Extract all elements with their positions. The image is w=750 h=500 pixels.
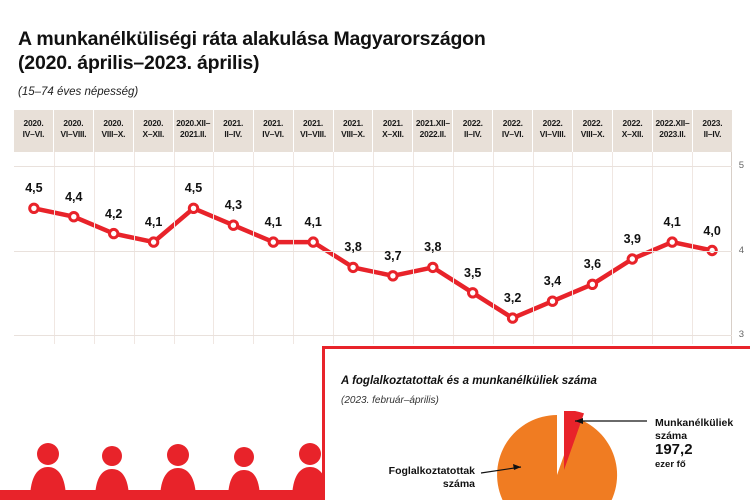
data-point <box>149 238 157 246</box>
period-label <box>94 110 134 152</box>
period-label-line1: 2022.XII– <box>655 118 690 128</box>
callout-unemployed-line1: Munkanélküliek <box>655 417 734 429</box>
data-point <box>349 263 357 271</box>
period-label-line1: 2022. <box>622 118 643 128</box>
grid-vline <box>413 152 414 344</box>
period-label-line1: 2020. <box>63 118 84 128</box>
data-point-label: 4,3 <box>224 198 243 213</box>
period-label-line1: 2022. <box>542 118 563 128</box>
period-label-line2: 2021.II. <box>180 129 207 139</box>
grid-vline <box>652 152 653 344</box>
data-point-label: 4,1 <box>144 215 163 230</box>
grid-hline <box>14 166 732 167</box>
data-point-label: 3,9 <box>623 231 641 246</box>
period-label <box>413 110 453 152</box>
grid-vline <box>333 152 334 344</box>
data-point-label: 4,1 <box>663 215 681 230</box>
unemployed-unit: ezer fő <box>655 459 686 470</box>
data-point <box>269 238 277 246</box>
period-label-line2: VIII–X. <box>341 129 365 139</box>
unemployed-value: 197,2 <box>655 441 693 458</box>
grid-vline <box>213 152 214 344</box>
data-point <box>189 204 197 212</box>
data-point <box>588 280 596 288</box>
period-label-line1: 2021.XII– <box>415 118 450 128</box>
inset-subtitle: (2023. február–április) <box>341 395 439 406</box>
data-point-label: 4,1 <box>264 215 282 230</box>
data-point-label: 3,5 <box>463 265 482 280</box>
period-label-line2: II–IV. <box>224 129 242 139</box>
period-label-line1: 2022. <box>582 118 603 128</box>
data-point <box>429 263 437 271</box>
page-title-line2: (2020. április–2023. április) <box>18 52 260 74</box>
period-label <box>693 110 732 152</box>
period-label-line2: X–XII. <box>142 129 165 139</box>
period-label-line1: 2021. <box>223 118 244 128</box>
period-label-line1: 2022. <box>502 118 523 128</box>
data-point-label: 4,4 <box>65 189 83 204</box>
grid-vline <box>692 152 693 344</box>
grid-hline <box>14 251 732 252</box>
data-point <box>30 204 38 212</box>
period-label <box>373 110 413 152</box>
grid-vline <box>54 152 55 344</box>
line-chart-plot <box>14 152 744 344</box>
grid-vline <box>174 152 175 344</box>
data-point-label: 4,5 <box>184 181 203 196</box>
data-point <box>309 238 317 246</box>
callout-employed-line1: Foglalkoztatottak <box>388 465 475 477</box>
grid-hline <box>14 335 732 336</box>
data-point <box>508 314 516 322</box>
period-label-line2: II–IV. <box>463 129 482 139</box>
period-label-line1: 2020. <box>143 118 164 128</box>
grid-vline <box>572 152 573 344</box>
grid-vline <box>493 152 494 344</box>
period-label <box>14 110 54 152</box>
data-point-label: 3,8 <box>344 240 362 255</box>
data-point-label: 4,1 <box>304 215 322 230</box>
inset-panel <box>322 346 750 500</box>
period-label-line1: 2021. <box>303 118 324 128</box>
period-label-line2: 2023.II. <box>659 129 686 139</box>
grid-vline <box>134 152 135 344</box>
data-point-label: 3,4 <box>543 274 562 289</box>
period-label <box>54 110 94 152</box>
period-header-band <box>14 110 732 152</box>
period-label-line2: IV–VI. <box>22 129 45 139</box>
data-point-label: 3,2 <box>503 291 522 306</box>
period-label-line2: II–IV. <box>703 129 722 139</box>
period-label-line2: VI–VIII. <box>539 129 566 139</box>
grid-vline <box>94 152 95 344</box>
period-label <box>294 110 334 152</box>
data-point <box>469 289 477 297</box>
data-point-label: 4,0 <box>703 223 721 238</box>
data-point <box>548 297 556 305</box>
data-point <box>110 229 118 237</box>
grid-vline <box>533 152 534 344</box>
callout-employed <box>345 465 475 491</box>
data-point-label: 3,7 <box>384 248 402 263</box>
period-label <box>453 110 493 152</box>
data-point-label: 3,8 <box>424 240 442 255</box>
period-label-line1: 2020. <box>103 118 124 128</box>
y-axis-tick-label: 3 <box>738 329 744 340</box>
callout-employed-line2: száma <box>442 478 475 490</box>
y-axis-tick-label: 4 <box>738 244 744 256</box>
period-label <box>214 110 254 152</box>
period-label-line2: VIII–X. <box>580 129 605 139</box>
data-point <box>229 221 237 229</box>
period-label-line1: 2021. <box>342 118 363 128</box>
period-label-line1: 2021. <box>263 118 284 128</box>
callout-unemployed <box>655 417 733 471</box>
period-label <box>134 110 174 152</box>
period-label-line2: VIII–X. <box>101 129 126 139</box>
grid-vline <box>612 152 613 344</box>
callout-unemployed-line2: száma <box>655 430 688 442</box>
page-subtitle: (15–74 éves népesség) <box>18 86 139 98</box>
period-label-line2: IV–VI. <box>262 129 284 139</box>
grid-vline <box>293 152 294 344</box>
data-point-label: 4,5 <box>25 181 43 196</box>
period-label-line2: IV–VI. <box>501 129 524 139</box>
period-label-line2: X–XII. <box>382 129 404 139</box>
period-label-line2: VI–VIII. <box>60 129 87 139</box>
page-title: A munkanélküliségi ráta alakulása Magyarországon <box>18 28 486 50</box>
period-label-line1: 2020. <box>23 118 44 128</box>
period-label-line2: 2022.II. <box>419 129 447 139</box>
period-label-line1: 2021. <box>382 118 403 128</box>
period-label-line2: X–XII. <box>621 129 644 139</box>
period-label-line1: 2020.XII– <box>176 118 211 128</box>
data-point-label: 4,2 <box>104 206 123 221</box>
data-point <box>628 255 636 263</box>
period-label <box>613 110 653 152</box>
period-label <box>174 110 214 152</box>
period-label <box>334 110 374 152</box>
grid-vline <box>253 152 254 344</box>
grid-vline <box>453 152 454 344</box>
period-label-line1: 2022. <box>462 118 483 128</box>
period-label <box>573 110 613 152</box>
period-label <box>493 110 533 152</box>
period-label <box>254 110 294 152</box>
y-axis-tick-label: 5 <box>738 160 744 171</box>
period-label-line2: VI–VIII. <box>300 129 326 139</box>
period-label-line1: 2023. <box>702 118 723 128</box>
data-point <box>70 213 78 221</box>
data-point-label: 3,6 <box>583 257 602 272</box>
period-label <box>533 110 573 152</box>
inset-title: A foglalkoztatottak és a munkanélküliek száma <box>341 375 597 387</box>
data-point <box>389 272 397 280</box>
grid-vline <box>373 152 374 344</box>
data-point <box>668 238 676 246</box>
period-label <box>653 110 693 152</box>
